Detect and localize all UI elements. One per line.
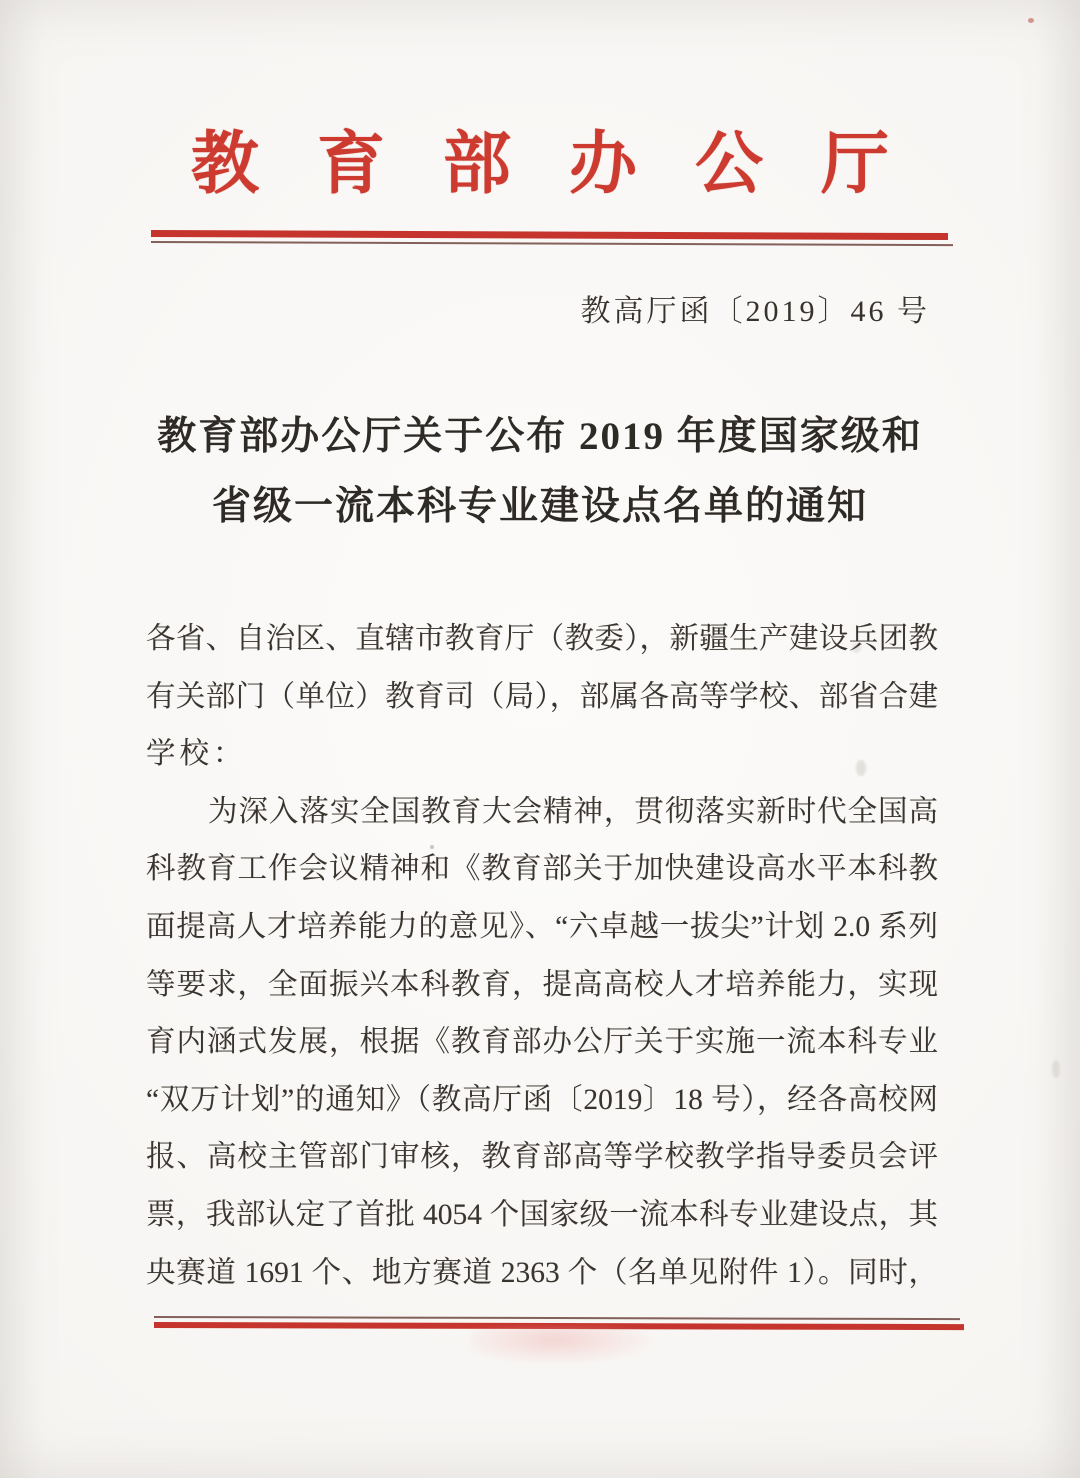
paragraph-line: “双万计划”的通知》（教高厅函〔2019〕18 号），经各高校网 (146, 1083, 938, 1116)
footer-rule-thin (154, 1316, 960, 1320)
paragraph-line: 育内涵式发展，根据《教育部办公厅关于实施一流本科专业 (146, 1026, 938, 1059)
paragraph-line: 为深入落实全国教育大会精神，贯彻落实新时代全国高 (208, 795, 938, 828)
letterhead-rule-thick (151, 230, 948, 240)
paragraph-line: 面提高人才培养能力的意见》、“六卓越一拔尖”计划 2.0 系列 (146, 910, 938, 943)
document-title-line-2: 省级一流本科专业建设点名单的通知 (211, 485, 868, 528)
document-title-line-1: 教育部办公厅关于公布 2019 年度国家级和 (157, 415, 923, 458)
scan-speck (856, 760, 866, 776)
document-number: 教高厅函〔2019〕46 号 (580, 295, 930, 328)
document-body (146, 611, 938, 1302)
addressee-line: 有关部门（单位）教育司（局），部属各高等学校、部省合建 (146, 680, 938, 713)
document-title (0, 402, 1080, 542)
scan-speck (852, 643, 861, 653)
paragraph-line: 等要求，全面振兴本科教育，提高高校人才培养能力，实现 (146, 968, 938, 1001)
paragraph-line: 央赛道 1691 个、地方赛道 2363 个（名单见附件 1）。同时， (146, 1256, 938, 1289)
letterhead-rule-thin (151, 241, 953, 246)
scan-smudge (470, 1326, 660, 1366)
addressee-line: 学校： (146, 738, 247, 771)
letterhead-agency-title: 教育部办公厅 (190, 126, 947, 202)
scan-speck (1052, 1060, 1060, 1078)
scan-speck (1028, 18, 1034, 23)
scan-speck (430, 845, 434, 849)
paragraph-line: 票，我部认定了首批 4054 个国家级一流本科专业建设点，其 (146, 1198, 938, 1231)
paragraph-line: 报、高校主管部门审核，教育部高等学校教学指导委员会评 (146, 1141, 938, 1174)
addressee-line: 各省、自治区、直辖市教育厅（教委），新疆生产建设兵团教 (146, 623, 938, 655)
paragraph-line: 科教育工作会议精神和《教育部关于加快建设高水平本科教 (146, 853, 938, 886)
